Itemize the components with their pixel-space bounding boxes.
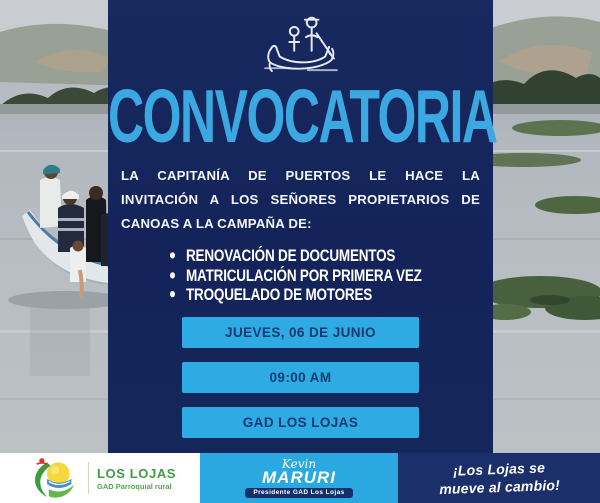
footer-bar <box>0 453 600 503</box>
list-item-label: TROQUELADO DE MOTORES <box>186 284 373 304</box>
list-item <box>170 246 493 265</box>
president-role-badge: Presidente GAD Los Lojas <box>245 488 352 498</box>
list-item <box>170 265 493 284</box>
org-text <box>97 466 176 491</box>
intro-line: LA CAPITANÍA DE PUERTOS LE HACE LA <box>121 168 480 183</box>
footer-president-section <box>200 453 398 503</box>
list-item-label: MATRICULACIÓN POR PRIMERA VEZ <box>186 265 422 285</box>
footer-slogan-section <box>398 453 600 503</box>
bullet-dot-icon <box>170 272 175 278</box>
logo-divider <box>88 462 89 494</box>
campaign-items-list <box>108 246 493 304</box>
slogan-line: ¡Los Lojas se <box>452 459 545 479</box>
list-item <box>170 285 493 304</box>
intro-line: CANOAS A LA CAMPAÑA DE: <box>121 216 312 231</box>
footer-org-section <box>0 453 200 503</box>
poster-title: CONVOCATORIA <box>108 74 497 159</box>
announcement-panel <box>108 0 497 453</box>
slogan-text <box>438 458 560 498</box>
date-pill: JUEVES, 06 DE JUNIO <box>182 317 419 348</box>
org-name: LOS LOJAS <box>97 465 177 481</box>
los-lojas-logo-icon <box>28 455 80 501</box>
bullet-dot-icon <box>170 253 175 259</box>
event-details <box>108 317 493 438</box>
bullet-dot-icon <box>170 291 175 297</box>
list-item-label: RENOVACIÓN DE DOCUMENTOS <box>186 246 396 265</box>
intro-text <box>121 164 480 236</box>
president-first-name: Kevin <box>281 456 317 471</box>
intro-line: INVITACIÓN A LOS SEÑORES PROPIETARIOS DE <box>121 192 480 207</box>
slogan-line: mueve al cambio! <box>438 476 560 498</box>
location-pill: GAD LOS LOJAS <box>182 407 419 438</box>
org-subtitle: GAD Parroquial rural <box>97 481 172 491</box>
canoe-icon <box>108 10 493 74</box>
president-last-name: MARURI <box>262 467 336 487</box>
time-pill: 09:00 AM <box>182 362 419 393</box>
